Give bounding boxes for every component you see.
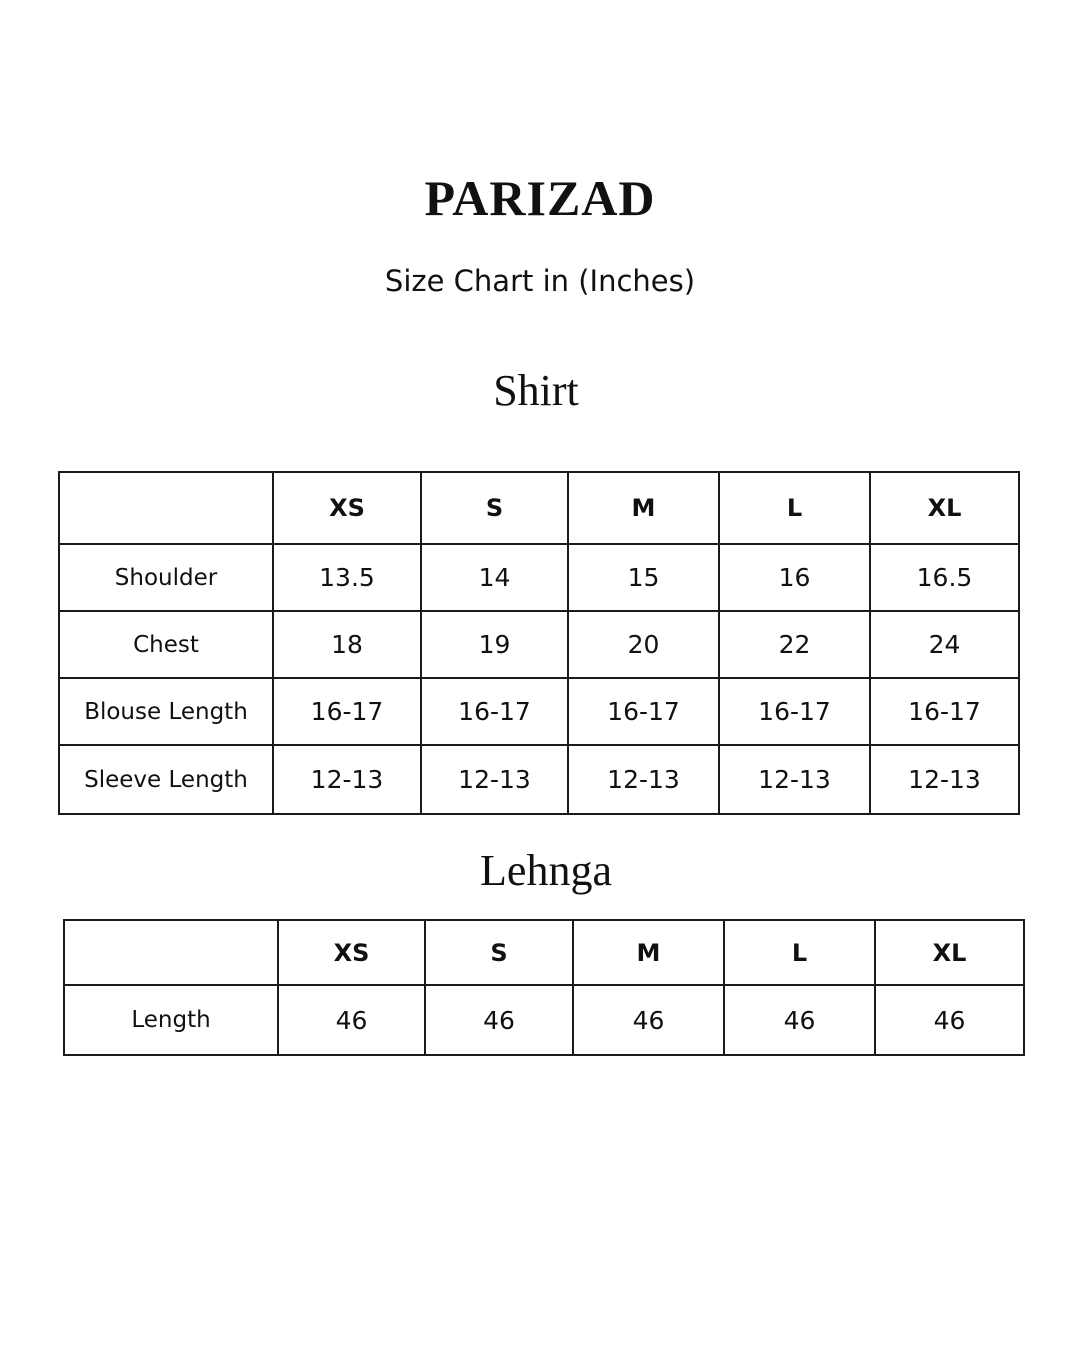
row-label: Shoulder: [59, 544, 273, 611]
lehnga-section-title: Lehnga: [480, 846, 612, 895]
size-header-s: S: [421, 472, 568, 544]
table-row: [59, 678, 1019, 745]
header-corner-cell: [59, 472, 273, 544]
table-cell: 16-17: [273, 678, 421, 745]
table-cell: 16-17: [719, 678, 870, 745]
table-cell: 20: [568, 611, 719, 678]
table-cell: 46: [278, 985, 425, 1055]
table-cell: 15: [568, 544, 719, 611]
size-header-xs: XS: [273, 472, 421, 544]
shirt-size-table: [58, 471, 1020, 815]
size-header-xl: XL: [870, 472, 1019, 544]
table-cell: 24: [870, 611, 1019, 678]
table-cell: 16-17: [870, 678, 1019, 745]
table-cell: 16-17: [568, 678, 719, 745]
table-cell: 46: [875, 985, 1024, 1055]
row-label: Length: [64, 985, 278, 1055]
header-corner-cell: [64, 920, 278, 985]
table-cell: 12-13: [719, 745, 870, 814]
table-cell: 46: [425, 985, 573, 1055]
brand-title: PARIZAD: [424, 170, 656, 226]
table-cell: 12-13: [568, 745, 719, 814]
table-cell: 18: [273, 611, 421, 678]
table-cell: 14: [421, 544, 568, 611]
table-cell: 46: [573, 985, 724, 1055]
size-header-l: L: [719, 472, 870, 544]
table-row: [59, 611, 1019, 678]
size-header-l: L: [724, 920, 875, 985]
table-cell: 12-13: [273, 745, 421, 814]
table-cell: 22: [719, 611, 870, 678]
table-cell: 13.5: [273, 544, 421, 611]
page-subtitle: Size Chart in (Inches): [384, 264, 696, 298]
table-row: [59, 544, 1019, 611]
shirt-section-title: Shirt: [493, 366, 579, 415]
table-cell: 12-13: [870, 745, 1019, 814]
table-row: [59, 745, 1019, 814]
size-header-m: M: [568, 472, 719, 544]
row-label: Chest: [59, 611, 273, 678]
table-cell: 12-13: [421, 745, 568, 814]
table-cell: 16: [719, 544, 870, 611]
table-row: [64, 985, 1024, 1055]
table-cell: 16-17: [421, 678, 568, 745]
table-cell: 16.5: [870, 544, 1019, 611]
size-header-xs: XS: [278, 920, 425, 985]
table-header-row: [64, 920, 1024, 985]
size-header-m: M: [573, 920, 724, 985]
size-header-xl: XL: [875, 920, 1024, 985]
table-header-row: [59, 472, 1019, 544]
size-header-s: S: [425, 920, 573, 985]
row-label: Sleeve Length: [59, 745, 273, 814]
lehnga-size-table: [63, 919, 1025, 1056]
table-cell: 46: [724, 985, 875, 1055]
row-label: Blouse Length: [59, 678, 273, 745]
table-cell: 19: [421, 611, 568, 678]
